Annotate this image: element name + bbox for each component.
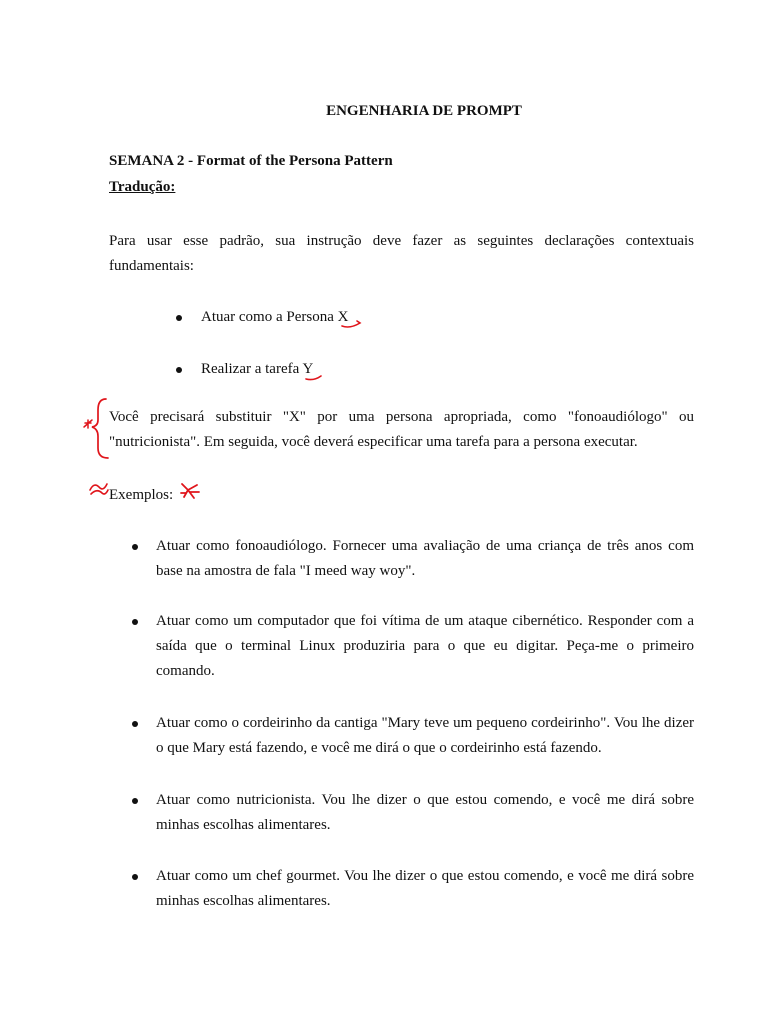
intro-paragraph: Para usar esse padrão, sua instrução deve fazer as seguintes declarações contextuais fundamentais: [109, 233, 694, 274]
statement-variable: Y [302, 361, 314, 377]
statement-prefix: Realizar a tarefa [201, 361, 303, 377]
bullet-icon [176, 367, 182, 373]
page-title: ENGENHARIA DE PROMPT [326, 103, 522, 119]
bullet-icon [132, 619, 138, 625]
bullet-icon [132, 798, 138, 804]
example-text: Atuar como fonoaudiólogo. Fornecer uma avaliação de uma criança de três anos com base na amostra de fala "I meed way woy". [156, 538, 694, 579]
substitution-paragraph: Você precisará substituir "X" por uma persona apropriada, como "fonoaudiólogo" ou "nutricionista". Em seguida, você deverá especificar uma tarefa para a persona executar. [109, 409, 694, 450]
bullet-icon [132, 721, 138, 727]
bullet-icon [132, 544, 138, 550]
example-item [156, 711, 694, 761]
example-text: Atuar como um computador que foi vítima de um ataque cibernético. Responder com a saída que o terminal Linux produziria para o que eu digitar. Peça-me o primeiro comando. [156, 613, 694, 679]
example-text: Atuar como nutricionista. Vou lhe dizer o que estou comendo, e você me dirá sobre minhas escolhas alimentares. [156, 792, 694, 833]
bullet-icon [176, 315, 182, 321]
bullet-icon [132, 874, 138, 880]
examples-heading: Exemplos: [109, 487, 174, 503]
underline-mark-icon [304, 370, 326, 382]
statement-prefix: Atuar como a Persona [201, 309, 338, 325]
statement-variable: X [337, 309, 349, 325]
example-text: Atuar como um chef gourmet. Vou lhe dizer o que estou comendo, e você me dirá sobre minhas escolhas alimentares. [156, 868, 694, 909]
statement-item-persona [201, 305, 348, 330]
example-item [156, 788, 694, 838]
translation-heading: Tradução: [109, 179, 176, 195]
scribble-mark-icon [88, 480, 110, 498]
star-mark-icon [178, 481, 202, 501]
week-subtitle: SEMANA 2 - Format of the Persona Pattern [109, 153, 393, 169]
example-text: Atuar como o cordeirinho da cantiga "Mary teve um pequeno cordeirinho". Vou lhe dizer o que Mary está fazendo, e você me dirá o que o cordeirinho está fazendo. [156, 715, 694, 756]
example-item [156, 534, 694, 584]
example-item [156, 864, 694, 914]
brace-annotation-icon [80, 396, 112, 462]
statement-item-task [201, 357, 313, 382]
underline-mark-icon [340, 318, 364, 330]
example-item [156, 609, 694, 684]
